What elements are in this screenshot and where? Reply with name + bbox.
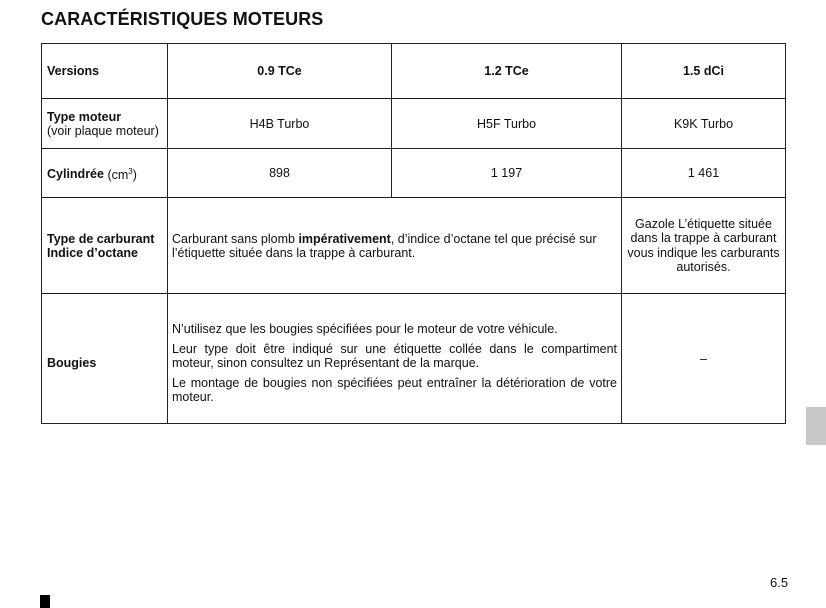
engine-specs-table — [41, 43, 786, 424]
table-row-bougies — [42, 294, 786, 424]
column-header-0-9-tce: 0.9 TCe — [168, 44, 392, 99]
octane-label: Indice d’octane — [47, 245, 138, 260]
bougies-paragraph-2: Leur type doit être indiqué sur une étiquette collée dans le compartiment moteur, sinon consultez un Représentant de la marque. — [172, 341, 617, 370]
type-moteur-label: Type moteur — [47, 109, 122, 124]
type-moteur-sublabel: (voir plaque moteur) — [47, 123, 159, 138]
table-row-carburant — [42, 198, 786, 294]
cell-type-moteur-1-5-dci: K9K Turbo — [622, 99, 786, 149]
cell-cylindree-0-9-tce: 898 — [168, 149, 392, 198]
cell-type-moteur-0-9-tce: H4B Turbo — [168, 99, 392, 149]
section-tab-marker — [806, 407, 826, 445]
row-label-carburant — [42, 198, 168, 294]
cell-carburant-diesel: Gazole L’étiquette située dans la trappe à carburant vous indique les carburants autorisés. — [622, 198, 786, 294]
table-row-versions — [42, 44, 786, 99]
bougies-paragraph-3: Le montage de bougies non spécifiées peut entraîner la détérioration de votre moteur. — [172, 375, 617, 404]
table-row-type-moteur — [42, 99, 786, 149]
corner-mark — [40, 595, 50, 608]
cell-carburant-petrol: Carburant sans plomb impérativement, d’indice d’octane tel que précisé sur l’étiquette située dans la trappe à carburant. — [168, 198, 622, 294]
page-title: CARACTÉRISTIQUES MOTEURS — [41, 9, 324, 29]
cell-cylindree-1-2-tce: 1 197 — [392, 149, 622, 198]
column-header-1-5-dci: 1.5 dCi — [622, 44, 786, 99]
cell-bougies-diesel: – — [622, 294, 786, 424]
cylindree-unit: $(cm^3)$ — [107, 166, 137, 182]
row-label-bougies: Bougies — [42, 294, 168, 424]
cell-type-moteur-1-2-tce: H5F Turbo — [392, 99, 622, 149]
row-label-cylindree — [42, 149, 168, 198]
cell-bougies-petrol — [168, 294, 622, 424]
row-label-type-moteur — [42, 99, 168, 149]
row-label-versions: Versions — [42, 44, 168, 99]
page-number: 6.5 — [770, 575, 789, 590]
carburant-label: Type de carburant — [47, 231, 155, 246]
bougies-paragraph-1: N’utilisez que les bougies spécifiées pour le moteur de votre véhicule. — [172, 321, 558, 336]
table-row-cylindree — [42, 149, 786, 198]
cell-cylindree-1-5-dci: 1 461 — [622, 149, 786, 198]
cylindree-label: Cylindrée — [47, 167, 104, 182]
column-header-1-2-tce: 1.2 TCe — [392, 44, 622, 99]
